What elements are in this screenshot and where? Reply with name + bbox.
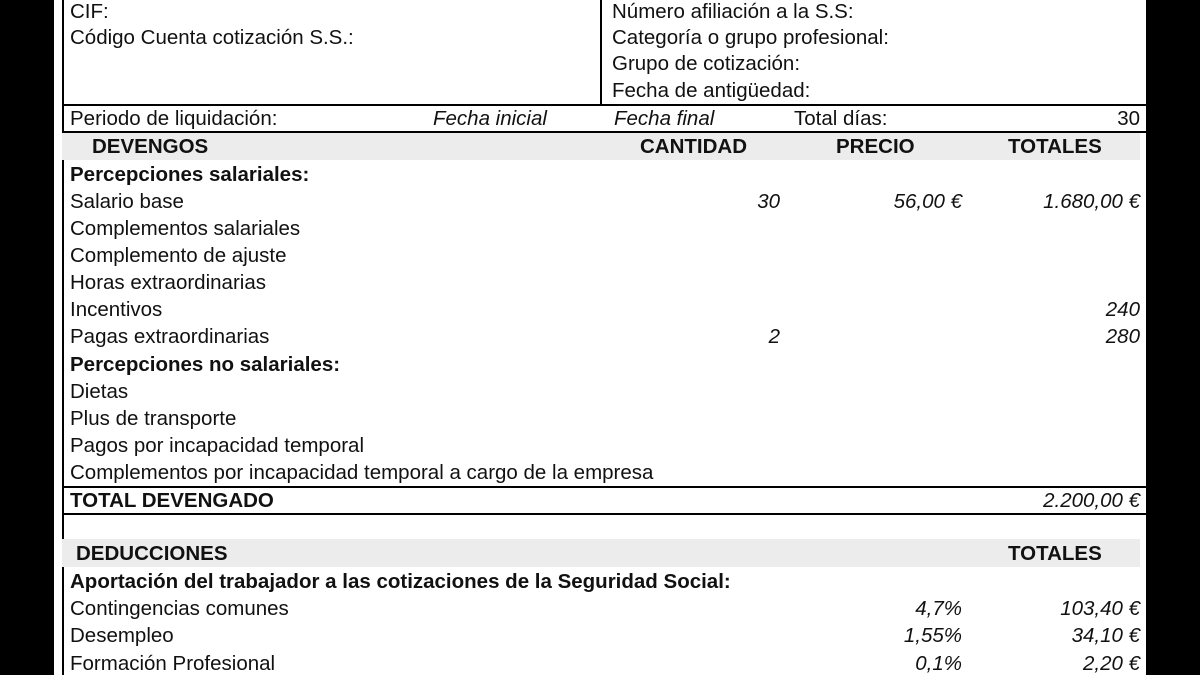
deduccion-tipo: 1,55% [903,624,962,647]
periodo-label: Periodo de liquidación: [70,107,278,130]
concepto-label: Complementos salariales [70,217,301,240]
antiguedad-label: Fecha de antigüedad: [612,79,811,102]
header-divider [600,0,602,104]
deduccion-concepto: Desempleo [70,624,174,647]
concepto-label: Pagos por incapacidad temporal [70,434,365,457]
deducciones-col-totales: TOTALES [1008,542,1102,565]
concepto-label: Complementos por incapacidad temporal a cargo de la empresa [70,461,654,484]
fecha-final: Fecha final [614,107,715,130]
deduccion-total: 34,10 € [1071,624,1140,647]
concepto-label: Complemento de ajuste [70,244,287,267]
total-value: 1.680,00 € [1043,190,1140,213]
total-devengado-top-line [62,486,1148,488]
concepto-label: Horas extraordinarias [70,271,266,294]
devengos-header-band [62,133,1140,160]
concepto-label: Salario base [70,190,184,213]
total-dias-label: Total días: [794,107,888,130]
deduccion-concepto: Formación Profesional [70,652,276,675]
payslip-sheet [54,0,1148,675]
col-cantidad: CANTIDAD [640,135,748,158]
right-border [1146,0,1148,675]
categoria-label: Categoría o grupo profesional: [612,26,889,49]
total-devengado-value: 2.200,00 € [1043,489,1140,512]
no-salariales-title: Percepciones no salariales: [70,353,341,376]
devengos-heading: DEVENGOS [92,135,209,158]
total-value: 240 [1105,298,1140,321]
header-bottom-line [62,104,1148,106]
concepto-label: Incentivos [70,298,163,321]
col-totales: TOTALES [1008,135,1102,158]
concepto-label: Plus de transporte [70,407,237,430]
cantidad-value: 2 [768,325,780,348]
deduccion-concepto: Contingencias comunes [70,597,289,620]
deduccion-total: 103,40 € [1060,597,1140,620]
left-border [62,0,64,675]
total-dias-value: 30 [1117,107,1140,130]
total-devengado-bottom-line [62,513,1148,515]
aportacion-title: Aportación del trabajador a las cotizaciones de la Seguridad Social: [70,570,731,593]
deduccion-tipo: 4,7% [915,597,962,620]
deducciones-heading: DEDUCCIONES [76,542,228,565]
fecha-inicial: Fecha inicial [433,107,547,130]
cantidad-value: 30 [757,190,780,213]
precio-value: 56,00 € [893,190,962,213]
grupo-label: Grupo de cotización: [612,52,801,75]
deduccion-total: 2,20 € [1083,652,1140,675]
total-value: 280 [1105,325,1140,348]
concepto-label: Dietas [70,380,129,403]
ccc-label: Código Cuenta cotización S.S.: [70,26,354,49]
deduccion-tipo: 0,1% [915,652,962,675]
salariales-title: Percepciones salariales: [70,163,310,186]
col-precio: PRECIO [836,135,915,158]
cif-label: CIF: [70,0,109,23]
concepto-label: Pagas extraordinarias [70,325,270,348]
total-devengado-label: TOTAL DEVENGADO [70,489,274,512]
afiliacion-label: Número afiliación a la S.S: [612,0,854,23]
